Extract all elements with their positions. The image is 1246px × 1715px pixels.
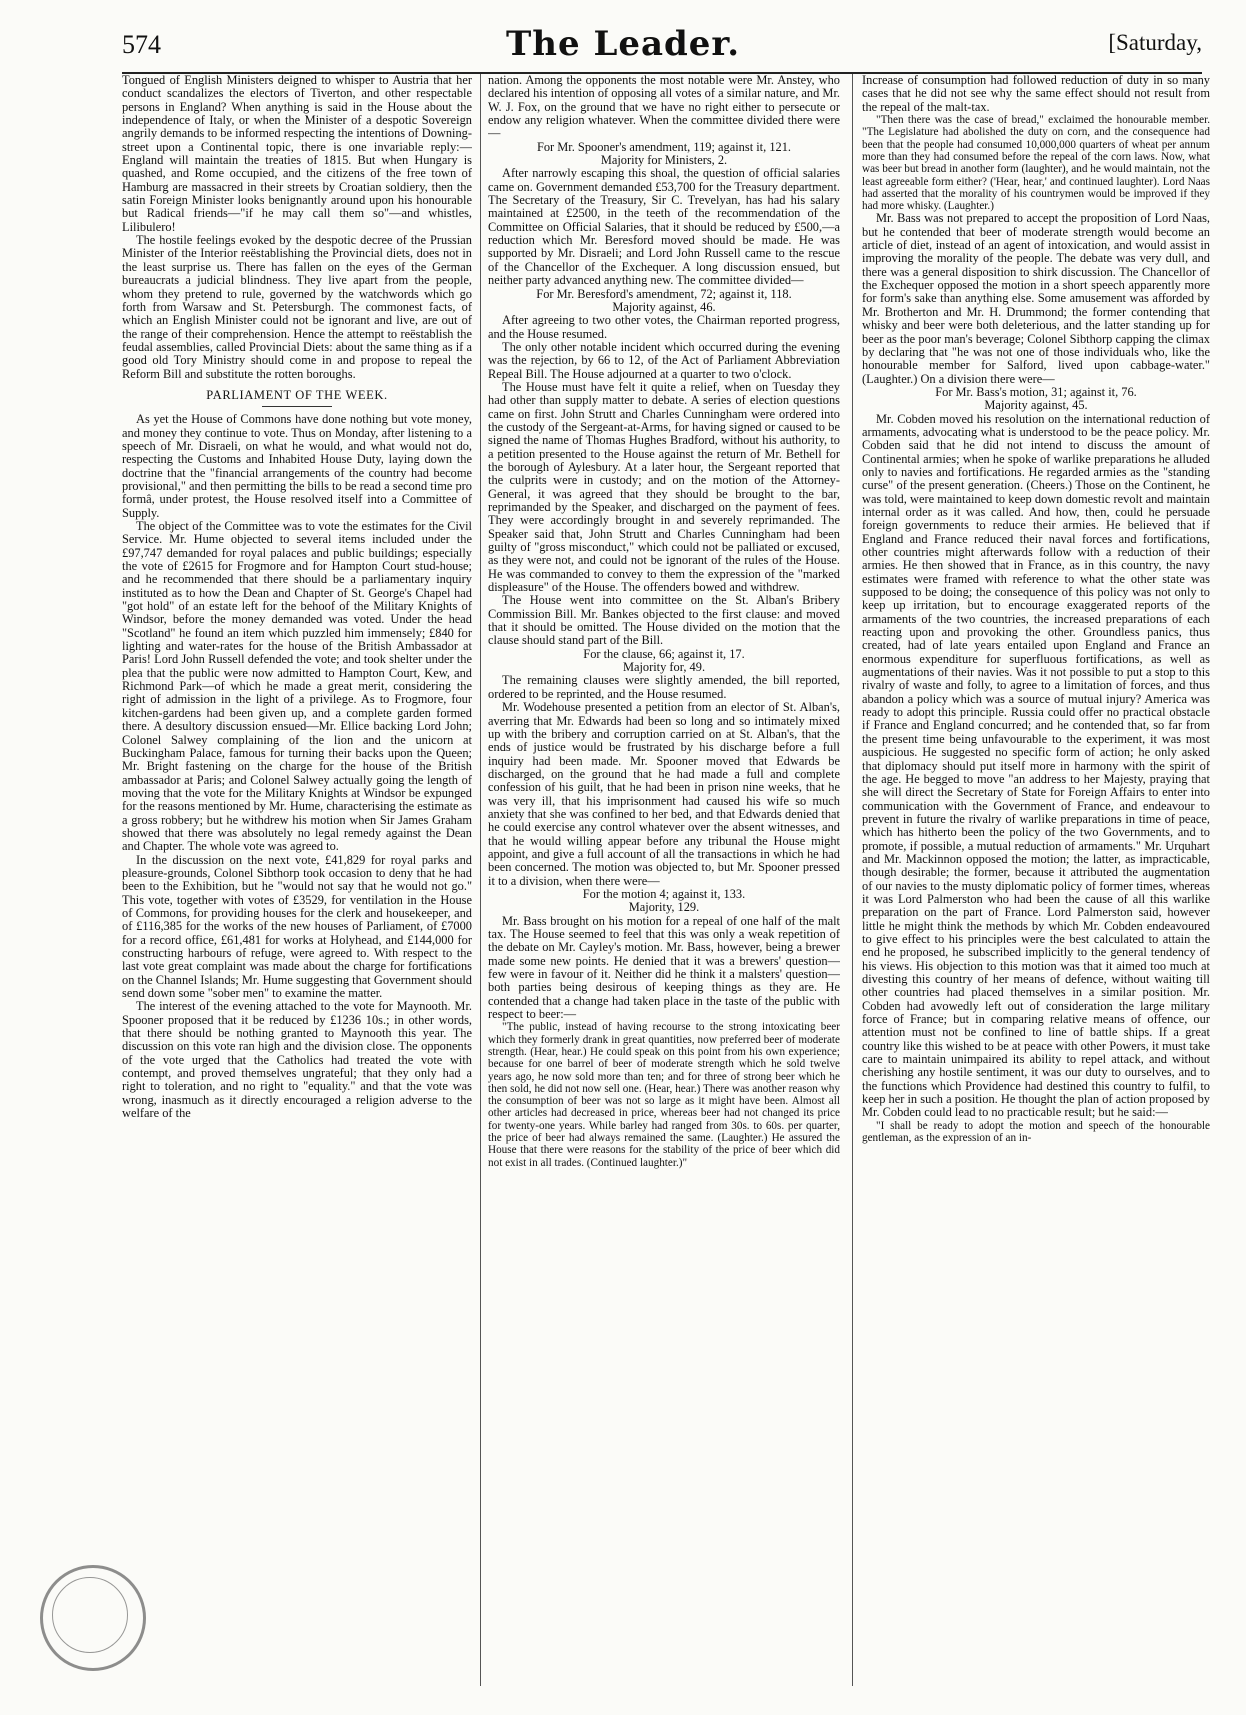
paragraph: The House went into committee on the St. Alban's Bribery Commission Bill. Mr. Bankes objected to the first clause: and moved that it should be omitted. The House divided on the motion that the clause should stand part of the Bill. — [488, 593, 840, 648]
library-stamp-inner-icon — [52, 1577, 128, 1653]
division-result: For Mr. Bass's motion, 31; against it, 76. — [935, 384, 1137, 399]
division-majority: Majority for Ministers, 2. — [600, 153, 728, 168]
column-2 — [488, 74, 840, 1686]
paragraph: The remaining clauses were slightly amended, the bill reported, ordered to be reprinted, and the House resumed. — [488, 673, 840, 701]
page-number: 574 — [122, 30, 161, 59]
quotation: "Then there was the case of bread," exclaimed the honourable member. "The Legislature had abolished the duty on corn, and the consequence had been that the people had consumed 10,000,000 quarters of wheat per annum more than they had consumed before the repeal of the corn laws. Now, what was beer but bread in another form (laughter), and he would maintain, not the least agreeable form either? ('Hear, hear,' and continued laughter). Lord Naas had asserted that the morality of his countrymen would be improved if they had more whisky. (Laughter.) — [862, 114, 1210, 213]
division-majority: Majority for, 49. — [622, 660, 706, 675]
paragraph: Tongued of English Ministers deigned to whisper to Austria that her conduct scandalizes the electors of Tiverton, and other respectable persons in England? When anything is said in the House about the independence of Italy, or when the Minister of a despotic Sovereign angrily demands to be informed respecting the intentions of Downing-street upon a Continental topic, there is one invariable reply:—England will maintain the treaties of 1815. But when Hungary is quashed, and Rome occupied, and the citizens of the free town of Hamburg are massacred in their streets by Croatian soldiery, then the satin Foreign Minister looks benignantly around upon his honourable but Radical friends—"if he may call them so"—and whistles, Lilibulero! — [122, 74, 472, 234]
paragraph: The object of the Committee was to vote the estimates for the Civil Service. Mr. Hume objected to several items included under the £97,747 demanded for royal palaces and public buildings; especially the vote of £2615 for Frogmore and for Hampton Court stud-house; and he recommended that there should be a parliamentary inquiry instituted as to how the Dean and Chapter of St. George's Chapel had "got hold" of an estate left for the behoof of the Military Knights of Windsor, before the money demanded was voted. Under the head "Scotland" he found an item which puzzled him immensely; £840 for lighting and water-rates for the house of the British Ambassador at Paris! Lord John Russell defended the vote; and took shelter under the plea that the public were now admitted to Hampton Court, Kew, and Richmond Park—of which he made a great merit, considering the right of admission in the light of a privilege. As to Frogmore, four kitchen-gardens had been given up, and a complete garden formed there. A desultory discussion ensued—Mr. Ellice backing Lord John; Colonel Salwey complaining of the lion and the unicorn at Buckingham Palace, famous for turning their backs upon the Queen; Mr. Bright fastening on the charge for the house of the British ambassador at Paris; and Colonel Salwey actually going the length of moving that the vote for the Military Knights at Windsor be expunged for the reasons mentioned by Mr. Hume, characterising the estimate as a gross robbery; but he withdrew his motion when Sir James Graham showed that there was absolutely no legal remedy against the Dean and Chapter. The whole vote was agreed to. — [122, 519, 472, 854]
paragraph: Increase of consumption had followed reduction of duty in so many cases that he did not see why the same effect should not result from the repeal of the malt-tax. — [862, 74, 1210, 114]
paragraph: Mr. Wodehouse presented a petition from an elector of St. Alban's, averring that Mr. Edwards had been so long and so intimately mixed up with the bribery and corruption carried on at St. Alban's, that the ends of justice would be frustrated by his discharge before a full inquiry had been made. Mr. Spooner moved that Edwards be discharged, on the ground that he had made a full and complete confession of his guilt, that he had been in prison nine weeks, that he was very ill, that his imprisonment had caused his wife so much anxiety that she was confined to her bed, and that Edwards denied that he could exercise any control whatever over the absent witnesses, and that he would willing appear before any tribunal the House might appoint, and give a full account of all the transactions in which he had been concerned. The motion was objected to, but Mr. Spooner pressed it to a division, when there were— — [488, 700, 840, 888]
paragraph: The House must have felt it quite a relief, when on Tuesday they had other than supply matter to debate. A series of election questions came on first. John Strutt and Charles Cunningham were ordered into the custody of the Sergeant-at-Arms, for having signed or caused to be signed the name of Thomas Hughes Bradford, without his authority, to a petition presented to the House against the return of Mr. Bethell for the borough of Aylesbury. At a later hour, the Sergeant reported that the culprits were in custody; and on the motion of the Attorney-General, it was agreed that they should be brought to the bar, reprimanded by the Speaker, and discharged on the payment of fees. They were accordingly brought in and severely reprimanded. The Speaker said that, John Strutt and Charles Cunningham had been guilty of "gross misconduct," which could not be palliated or excused, as they were not, and could not be ignorant of the rules of the House. He was commanded to convey to them the expression of the "marked displeasure" of the House. The offenders bowed and withdrew. — [488, 379, 840, 595]
paragraph: After narrowly escaping this shoal, the question of official salaries came on. Government demanded £53,700 for the Treasury department. The Secretary of the Treasury, Sir C. Trevelyan, has had his salary maintained at £2500, in the teeth of the recommendation of the Committee on Official Salaries, that it should be reduced by £500,—a reduction which Mr. Beresford moved should be made. He was supported by Mr. Disraeli; and Lord John Russell came to the rescue of the Chancellor of the Exchequer. A long discussion ensued, but neither party advanced anything new. The committee divided— — [488, 166, 840, 288]
paragraph: Mr. Bass brought on his motion for a repeal of one half of the malt tax. The House seemed to feel that this was only a weak repetition of the debate on Mr. Cayley's motion. Mr. Bass, however, being a brewer made some new points. He denied that it was a brewers' question—few were in favour of it. Neither did he think it a malsters' question—both parties being desirous of keeping things as they are. He contended that a change had taken place in the taste of the public with respect to beer:— — [488, 913, 840, 1022]
division-result: For Mr. Beresford's amendment, 72; against it, 118. — [536, 286, 792, 301]
division-result: For the motion 4; against it, 133. — [582, 886, 746, 901]
issue-day: [Saturday, — [1108, 30, 1202, 55]
division-majority: Majority against, 45. — [984, 398, 1088, 413]
column-rule — [852, 74, 853, 1686]
paragraph: The interest of the evening attached to the vote for Maynooth. Mr. Spooner proposed that it be reduced by £1236 10s.; in other words, that there should be nothing granted to Maynooth this year. The discussion on this vote ran high and the division close. The opponents of the vote urged that the Catholics had treated the vote with contempt, and proved themselves ungrateful; that they only had a right to toleration, and no right to "equality." and that the vote was wrong, inasmuch as it directly encouraged a religion adverse to the welfare of the — [122, 999, 472, 1121]
paragraph: Mr. Cobden moved his resolution on the international reduction of armaments, advocating what is understood to be the peace policy. Mr. Cobden said that he did not intend to discuss the amount of Continental armies; when he spoke of warlike preparations he alluded only to navies and fortifications. He regarded armies as the "standing curse" of the present generation. (Cheers.) Those on the Continent, he was told, were maintained to keep down domestic revolt and maintain internal order as it was called. And how, then, could he persuade foreign governments to reduce their armies. He believed that if England and France reduced their naval forces and fortifications, other countries might afterwards follow with a reduction of their armies. He then showed that in France, as in this country, the navy estimates were framed with reference to what the other state was supposed to be doing; the consequence of this policy was not only to keep up irritation, but to encourage exaggerated reports of the armaments of the two countries, the increased preparations of each reacting upon and provoking the other. Groundless panics, thus created, had of late years entailed upon England and France an enormous expenditure for superfluous fortifications, as well as augmentations of their navies. Was it not possible to put a stop to this rivalry of waste and folly, to agree to a limitation of forces, and thus abandon a policy which was a source of mutual injury? America was ready to adopt this principle. Russia could offer no practical obstacle if France and England concurred; and he contended that, so far from the present time being unfavourable to the experiment, it was most auspicious. He suggested no specific form of action; he only asked that diplomacy should put itself more in harmony with the spirit of the age. He begged to move "an address to her Majesty, praying that she will direct the Secretary of State for Foreign Affairs to enter into communication with the Government of France, and endeavour to prevent in future the rivalry of warlike preparations in time of peace, which has hitherto been the policy of the two Governments, and to promote, if possible, a mutual reduction of armaments." Mr. Urquhart and Mr. Mackinnon opposed the motion; the latter, as impracticable, though desirable; the former, because it attributed the augmentation of our navies to the musty diplomatic policy of former times, whereas it was Lord Palmerston who had been the cause of all this warlike preparation on the part of France. Lord Palmerston said, however little he might think the methods by which Mr. Cobden endeavoured to give effect to his principles were the best calculated to attain the end he proposed, he subscribed implicitly to the general tendency of his views. His objection to this motion was that it aimed too much at divesting this country of her means of defence, without waiting till other countries had placed themselves in a similar position. Mr. Cobden had avowedly left out of consideration the large military force of France; but in comparing relative means of offence, our attention must not be confined to line of battle ships. If a great country like this wished to be at peace with other Powers, it must take care to maintain unimpaired its ability to repel attack, and without cherishing any hostile sentiment, it was our duty to ourselves, and to the functions which Providence had destined this country to fulfil, to keep her in such a position. He thought the plan of action proposed by Mr. Cobden could lead to no practicable result; but he said:— — [862, 411, 1210, 1120]
column-3 — [862, 74, 1210, 1686]
section-rule — [262, 406, 332, 407]
division-result: For the clause, 66; against it, 17. — [583, 646, 745, 661]
paragraph: Mr. Bass was not prepared to accept the proposition of Lord Naas, but he contended that beer of moderate strength would become an article of diet, instead of an agent of intoxication, and would assist in improving the morality of the people. The debate was very dull, and there was a general disposition to shirk discussion. The Chancellor of the Exchequer opposed the motion in a short speech apparently more for form's sake than anything else. Some amusement was afforded by Mr. Brotherton and Mr. H. Drummond; the former contending that whisky and beer were both deleterious, and the latter standing up for beer as the poor man's beverage; Colonel Sibthorp capping the climax by declaring that "he was not one of those individuals who, like the honourable member for Salford, lived upon cabbage-water." (Laughter.) On a division there were— — [862, 211, 1210, 386]
masthead — [0, 0, 1246, 70]
column-rule — [480, 74, 481, 1686]
paragraph: nation. Among the opponents the most notable were Mr. Anstey, who declared his intention of opposing all votes of a similar nature, and Mr. W. J. Fox, on the ground that we have no right either to persecute or endow any religion whatever. When the committee divided there were— — [488, 74, 840, 141]
paragraph: The only other notable incident which occurred during the evening was the rejection, by 66 to 12, of the Act of Parliament Abbreviation Repeal Bill. The House adjourned at a quarter to two o'clock. — [488, 339, 840, 381]
paragraph: After agreeing to two other votes, the Chairman reported progress, and the House resumed. — [488, 313, 840, 341]
division-majority: Majority, 129. — [628, 900, 700, 915]
division-result: For Mr. Spooner's amendment, 119; against it, 121. — [536, 139, 792, 154]
paragraph: As yet the House of Commons have done nothing but vote money, and money they continue to vote. Thus on Monday, after listening to a speech of Mr. Disraeli, on what he would, and what would not do, respecting the Customs and Inhabited House Duty, laying down the doctrine that the "financial arrangements of the country had become provisional," and then permitting the bills to be read a second time pro formâ, under protest, the House resolved itself into a Committee of Supply. — [122, 412, 472, 520]
paragraph: In the discussion on the next vote, £41,829 for royal parks and pleasure-grounds, Colonel Sibthorp took occasion to deny that he had been to the Exhibition, but he "would not say that he would not go." This vote, together with votes of £3529, for ventilation in the House of Commons, for providing houses for the clerk and housekeeper, and of £116,385 for the works of the new houses of Parliament, of £7000 for a record office, £61,481 for works at Holyhead, and £144,000 for constructing harbours of refuge, were agreed to. With respect to the last vote great complaint was made about the charge for fortifications on the Channel Islands; Mr. Hume suggesting that Government should send down some "sober men" to examine the matter. — [122, 852, 472, 1001]
column-1 — [122, 74, 472, 1686]
division-majority: Majority against, 46. — [612, 299, 716, 314]
section-title: PARLIAMENT OF THE WEEK. — [206, 387, 388, 402]
newspaper-title: The Leader. — [505, 24, 741, 64]
quotation: "The public, instead of having recourse to the strong intoxicating beer which they formerly drank in great quantities, now preferred beer of moderate strength. (Hear, hear.) He could speak on this point from his own experience; because for one barrel of beer of moderate strength which he sold twelve years ago, he now sold more than ten; and for three of strong beer which he then sold, he did not now sell one. (Hear, hear.) There was another reason why the consumption of beer was not so large as it might have been. Almost all other articles had decreased in price, whereas beer had not changed its price for twenty-one years. While barley had ranged from 30s. to 60s. per quarter, the price of beer had always remained the same. (Laughter.) He assured the House that there were reasons for the stability of the price of beer which did not exist in all trades. (Continued laughter.)" — [488, 1021, 840, 1169]
quotation: "I shall be ready to adopt the motion and speech of the honourable gentleman, as the expression of an in- — [862, 1119, 1210, 1145]
paragraph: The hostile feelings evoked by the despotic decree of the Prussian Minister of the Interior reëstablishing the Provincial diets, does not in the least surprise us. There has fallen on the eyes of the German bureaucrats a judicial blindness. They live apart from the people, whom they pretend to rule, governed by the watchwords which go forth from Warsaw and St. Petersburgh. The commonest facts, of which an English Minister could not be ignorant and live, are out of the range of their comprehension. Hence the attempt to reëstablish the feudal assemblies, called Provincial Diets: about the same thing as if a good old Tory Ministry should come in and propose to repeal the Reform Bill and substitute the rotten boroughs. — [122, 233, 472, 381]
